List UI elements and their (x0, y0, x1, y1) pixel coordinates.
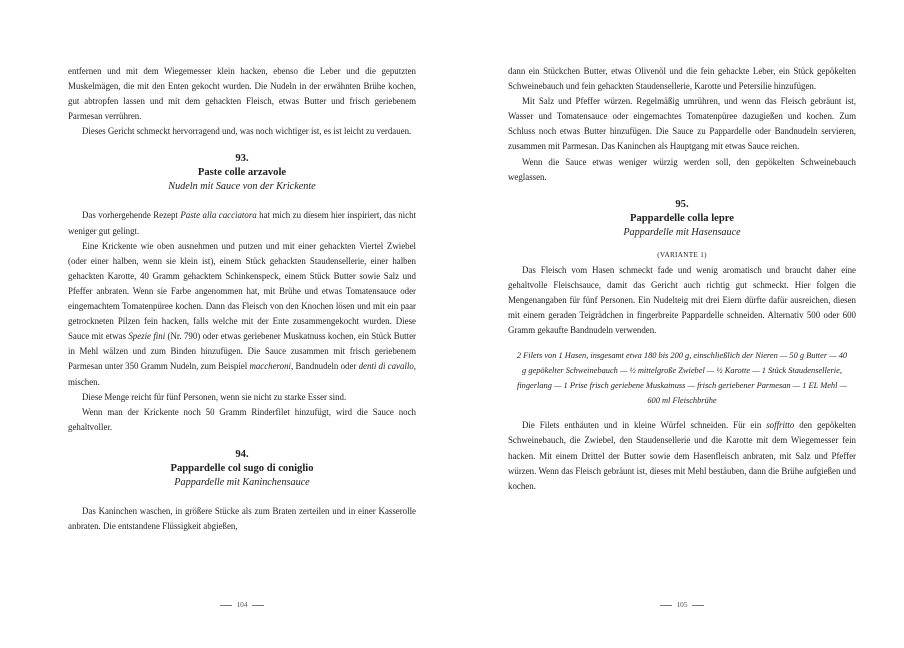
dash-ornament (220, 605, 232, 606)
recipe-title: Pappardelle col sugo di coniglio (170, 462, 314, 474)
paragraph: dann ein Stückchen Butter, etwas Olivenöl und die fein gehackte Leber, ein Stück gepökelten Schweinebauch und fein gehackten Staudensellerie, Karotte und Petersilie hinzufügen. (508, 66, 856, 92)
paragraph: Dieses Gericht schmeckt hervorragend und, was noch wichtiger ist, es ist leicht zu verdauen. (82, 126, 412, 137)
dash-ornament (660, 605, 672, 606)
recipe-subtitle: Pappardelle mit Kaninchensauce (174, 476, 310, 488)
paragraph: Eine Krickente wie oben ausnehmen und putzen und mit einer gehackten Viertel Zwiebel (oder einer halben, wenn sie klein ist), einem Stück gehackten Staudensellerie, einer halben gehackten Karotte, 40 Gramm gehacktem Schinkenspeck, einem Stück Butter sowie Salz und Pfeffer anbraten. Wenn sie Farbe angenommen hat, mit Brühe und etwas Tomatensauce oder eingemachtem Tomatenpüree kochen. Dann das Fleisch von den Knochen lösen und mit ein paar getrockneten Pilzen fein hacken, falls welche mit der Ente zusammengekocht wurden. Diese Sauce mit etwas Spezie fini (Nr. 790) oder etwas geriebener Muskatnuss kochen, ein Stück Butter in Mehl wälzen und zum Binden hinzufügen. Die Sauce zusammen mit frisch geriebenem Parmesan unter 350 Gramm Nudeln, zum Beispiel maccheroni, Bandnudeln oder denti di cavallo, mischen. (68, 240, 416, 387)
paragraph: entfernen und mit dem Wiegemesser klein hacken, ebenso die Leber und die geputzten Muskelmägen, die mit den Enten gekocht wurden. Die Nudeln in der erwähnten Brühe kochen, gut abtropfen lassen und mit dem gehackten Fleisch, etwas Butter und frisch geriebenem Parmesan verrühren. (68, 66, 416, 122)
paragraph: Das vorhergehende Rezept Paste alla cacciatora hat mich zu diesem hier inspiriert, das nicht weniger gut gelingt. (68, 210, 416, 236)
recipe-title: Paste colle arzavole (197, 167, 287, 179)
paragraph: Das Fleisch vom Hasen schmeckt fade und wenig aromatisch und braucht daher eine gehaltvolle Fleischsauce, damit das Gericht auch richtig gut schmeckt. Hier folgen die Mengenangaben für fünf Personen. Ein Nudelteig mit drei Eiern dürfte dafür ausreichen, diesen mit einem geraden Teigrädchen in fingerbreite Pappardelle schneiden. Alternativ 500 oder 600 Gramm gekaufte Bandnudeln verwenden. (508, 264, 856, 336)
recipe-title: Pappardelle colla lepre (630, 212, 734, 224)
paragraph: Diese Menge reicht für fünf Personen, wenn sie nicht zu starke Esser sind. (82, 391, 347, 402)
recipe-subtitle: Nudeln mit Sauce von der Krickente (168, 181, 316, 193)
ingredient-list: 2 Filets von 1 Hasen, insgesamt etwa 180 bis 200 g, einschließlich der Nieren — 50 g Butter — 40 g gepökelter Schweinebauch — ½ mittelgroße Zwiebel — ½ Karotte — 1 Stück Staudensellerie, fingerlang — 1 Prise frisch geriebene Muskatnuss — frisch geriebener Parmesan — 1 EL Mehl — 600 ml Fleischbrühe (516, 351, 848, 406)
paragraph: Mit Salz und Pfeffer würzen. Regelmäßig umrühren, und wenn das Fleisch gebräunt ist, Wasser und Tomatensauce oder eingemachtes Tomatenpüree dazugießen und kochen. Zum Schluss noch etwas Butter hinzufügen. Die Sauce zu Pappardelle oder Bandnudeln servieren, zusammen mit Parmesan. Das Kaninchen als Hauptgang mit etwas Sauce reichen. (508, 96, 856, 152)
paragraph: Die Filets enthäuten und in kleine Würfel schneiden. Für ein soffritto den gepökelten Schweinebauch, die Zwiebel, den Staudensellerie und die Karotte mit dem Wiegemesser fein hacken. Mit einem Drittel der Butter sowie dem Hasenfleisch anbraten, mit Salz und Pfeffer würzen. Wenn das Fleisch gebräunt ist, dieses mit Mehl bestäuben, dann die Brühe aufgießen und kochen. (508, 420, 856, 491)
left-page (68, 64, 416, 534)
page-number: 105 (508, 600, 856, 609)
paragraph: Das Kaninchen waschen, in größere Stücke als zum Braten zerteilen und in einer Kasserolle anbraten. Die entstandene Flüssigkeit abgießen, (68, 505, 416, 531)
paragraph: Wenn man der Krickente noch 50 Gramm Rinderfilet hinzufügt, wird die Sauce noch gehaltvoller. (68, 406, 416, 432)
variant-label: (VARIANTE 1) (657, 250, 707, 259)
recipe-number: 94. (235, 448, 249, 460)
recipe-number: 93. (235, 153, 249, 165)
page-number: 104 (68, 600, 416, 609)
recipe-number: 95. (675, 198, 689, 210)
dash-ornament (252, 605, 264, 606)
paragraph: Wenn die Sauce etwas weniger würzig werden soll, den gepökelten Schweinebauch weglassen. (508, 156, 856, 182)
recipe-subtitle: Pappardelle mit Hasensauce (623, 226, 741, 238)
dash-ornament (692, 605, 704, 606)
right-page (508, 64, 856, 494)
